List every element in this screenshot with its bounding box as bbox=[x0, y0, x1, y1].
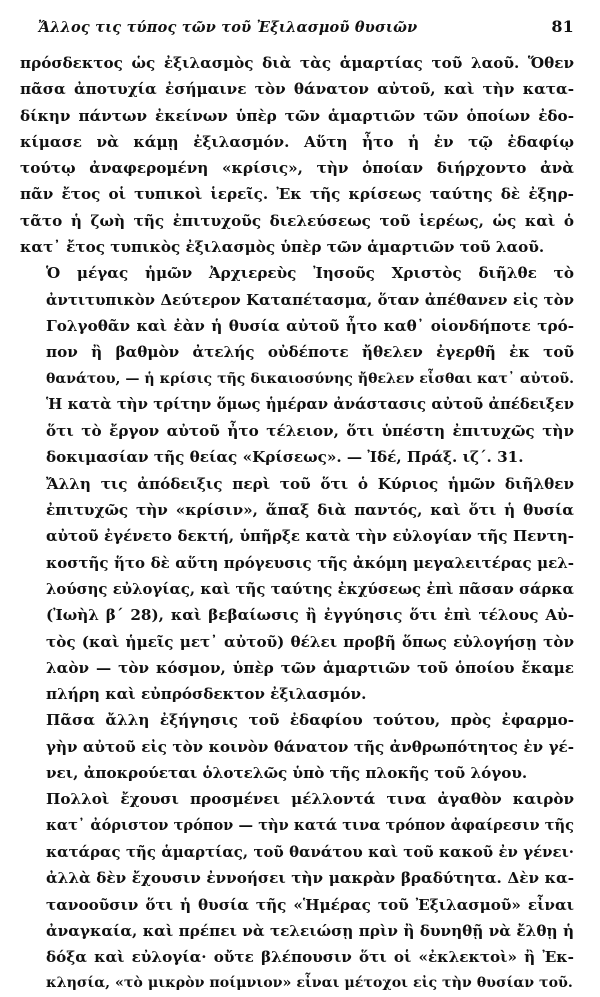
text-line: ἀντιτυπικὸν Δεύτερον Καταπέτασμα, ὅταν ἀπέθανεν εἰς τὸν bbox=[46, 290, 574, 309]
text-line: Ἄλλη τις ἀπόδειξις περὶ τοῦ ὅτι ὁ Κύριος ἡμῶν διῆλθεν bbox=[46, 474, 574, 493]
text-line: κοστῆς ἥτο δὲ αὕτη πρόγευσις τῆς ἀκόμη μεγαλειτέρας μελ- bbox=[46, 553, 574, 572]
paragraph bbox=[20, 786, 574, 996]
text-line: νει, ἀποκρούεται ὁλοτελῶς ὑπὸ τῆς πλοκῆς τοῦ λόγου. bbox=[46, 764, 528, 783]
text-line: τὸς (καὶ ἡμεῖς μετ᾿ αὐτοῦ) θέλει προβῆ ὅπως εὐλογήσῃ τὸν bbox=[46, 632, 574, 651]
page-body bbox=[20, 50, 574, 997]
text-line: ἀναγκαία, καὶ πρέπει νὰ τελειώσῃ πρὶν ἢ δυνηθῇ νὰ ἔλθῃ ἡ bbox=[46, 921, 574, 940]
text-line: πρόσδεκτος ὡς ἐξιλασμὸς διὰ τὰς ἁμαρτίας τοῦ λαοῦ. Ὅθεν bbox=[20, 54, 574, 72]
text-line: λαὸν — τὸν κόσμον, ὑπὲρ τῶν ἁμαρτιῶν τοῦ ὁποίου ἔκαμε bbox=[46, 658, 574, 677]
text-line: κατάρας τῆς ἁμαρτίας, τοῦ θανάτου καὶ τοῦ κακοῦ ἐν γένει· bbox=[46, 842, 574, 861]
text-line: ἐπιτυχῶς τὴν «κρίσιν», ἅπαξ διὰ παντός, καὶ ὅτι ἡ θυσία bbox=[46, 501, 574, 520]
text-line: Ὁ μέγας ἡμῶν Ἀρχιερεὺς Ἰησοῦς Χριστὸς διῆλθε τὸ bbox=[46, 264, 574, 283]
paragraph bbox=[20, 260, 574, 470]
text-line: δοκιμασίαν τῆς θείας «Κρίσεως». — Ἰδέ, Πράξ. ιζ΄. 31. bbox=[46, 448, 524, 467]
text-line: δόξα καὶ εὐλογία· οὔτε βλέπουσιν ὅτι οἱ «ἐκλεκτοὶ» ἢ Ἐκ- bbox=[46, 948, 574, 967]
text-line: λούσης εὐλογίας, καὶ τῆς ταύτης ἐκχύσεως ἐπὶ πᾶσαν σάρκα bbox=[46, 579, 574, 598]
text-line: πον ἢ βαθμὸν ἀτελής οὐδέποτε ἤθελεν ἐγερθῆ ἐκ τοῦ bbox=[46, 343, 574, 362]
text-line: κατ᾿ ἀόριστον τρόπον — τὴν κατά τινα τρόπον ἀφαίρεσιν τῆς bbox=[46, 816, 574, 834]
text-line: τανοοῦσιν ὅτι ἡ θυσία τῆς «Ἡμέρας τοῦ Ἐξιλασμοῦ» εἶναι bbox=[46, 895, 574, 914]
text-line: πᾶσα ἀποτυχία ἐσήμαινε τὸν θάνατον αὐτοῦ, καὶ τὴν κατα- bbox=[20, 80, 574, 99]
paragraph bbox=[20, 707, 574, 786]
text-line: ὅτι τὸ ἔργον αὐτοῦ ἦτο τέλειον, ὅτι ὑπέστη ἐπιτυχῶς τὴν bbox=[46, 422, 574, 441]
text-line: κλησία, «τὸ μικρὸν ποίμνιον» εἶναι μέτοχοι εἰς τὴν θυσίαν τοῦ. bbox=[46, 975, 573, 992]
running-head bbox=[20, 14, 574, 40]
text-line: Πᾶσα ἄλλη ἐξήγησις τοῦ ἐδαφίου τούτου, πρὸς ἐφαρμο- bbox=[46, 711, 574, 730]
text-line: Ἡ κατὰ τὴν τρίτην ὅμως ἡμέραν ἀνάστασις αὐτοῦ ἀπέδειξεν bbox=[46, 395, 574, 413]
text-line: (Ἰωὴλ β΄ 28), καὶ βεβαίωσις ἢ ἐγγύησις ὅτι ἐπὶ τέλους Αὐ- bbox=[46, 606, 574, 625]
text-line: θανάτου, — ἡ κρίσις τῆς δικαιοσύνης ἤθελεν εἶσθαι κατ᾿ αὐτοῦ. bbox=[46, 370, 574, 387]
text-line: τούτῳ ἀναφερομένη «κρίσις», τὴν ὁποίαν διήρχοντο ἀνὰ bbox=[20, 159, 574, 178]
text-line: πλήρη καὶ εὐπρόσδεκτον ἐξιλασμόν. bbox=[46, 685, 367, 704]
text-line: αὐτοῦ ἐγένετο δεκτή, ὑπῆρξε κατὰ τὴν εὐλογίαν τῆς Πεντη- bbox=[46, 527, 574, 546]
text-line: κατ᾿ ἔτος τυπικὸς ἐξιλασμὸς ὑπὲρ τῶν ἁμαρτιῶν τοῦ λαοῦ. bbox=[20, 238, 545, 257]
page-number: 81 bbox=[551, 17, 574, 36]
text-line: πᾶν ἔτος οἱ τυπικοὶ ἱερεῖς. Ἐκ τῆς κρίσεως ταύτης δὲ ἐξηρ- bbox=[20, 185, 574, 204]
running-title: Ἄλλος τις τύπος τῶν τοῦ Ἐξιλασμοῦ θυσιῶν bbox=[38, 19, 418, 36]
text-line: γὴν αὐτοῦ εἰς τὸν κοινὸν θάνατον τῆς ἀνθρωπότητος ἐν γέ- bbox=[46, 737, 574, 756]
paragraph bbox=[20, 50, 574, 260]
text-line: Πολλοὶ ἔχουσι προσμένει μέλλοντά τινα ἀγαθὸν καιρὸν bbox=[46, 790, 574, 809]
text-line: δίκην πάντων ἐκείνων ὑπὲρ τῶν ἁμαρτιῶν τῶν ὁποίων ἐδο- bbox=[20, 106, 574, 125]
text-line: ἀλλὰ δὲν ἔχουσιν ἐννοήσει τὴν μακρὰν βραδύτητα. Δὲν κα- bbox=[46, 869, 574, 888]
text-line: Γολγοθᾶν καὶ ἐὰν ἡ θυσία αὐτοῦ ἦτο καθ᾿ οἱονδήποτε τρό- bbox=[46, 316, 574, 335]
paragraph bbox=[20, 471, 574, 708]
text-line: κίμασε νὰ κάμῃ ἐξιλασμόν. Αὕτη ἦτο ἡ ἐν τῷ ἐδαφίῳ bbox=[20, 132, 574, 151]
text-line: τᾶτο ἡ ζωὴ τῆς ἐπιτυχοῦς διελεύσεως τοῦ ἱερέως, ὡς καὶ ὁ bbox=[20, 211, 574, 230]
